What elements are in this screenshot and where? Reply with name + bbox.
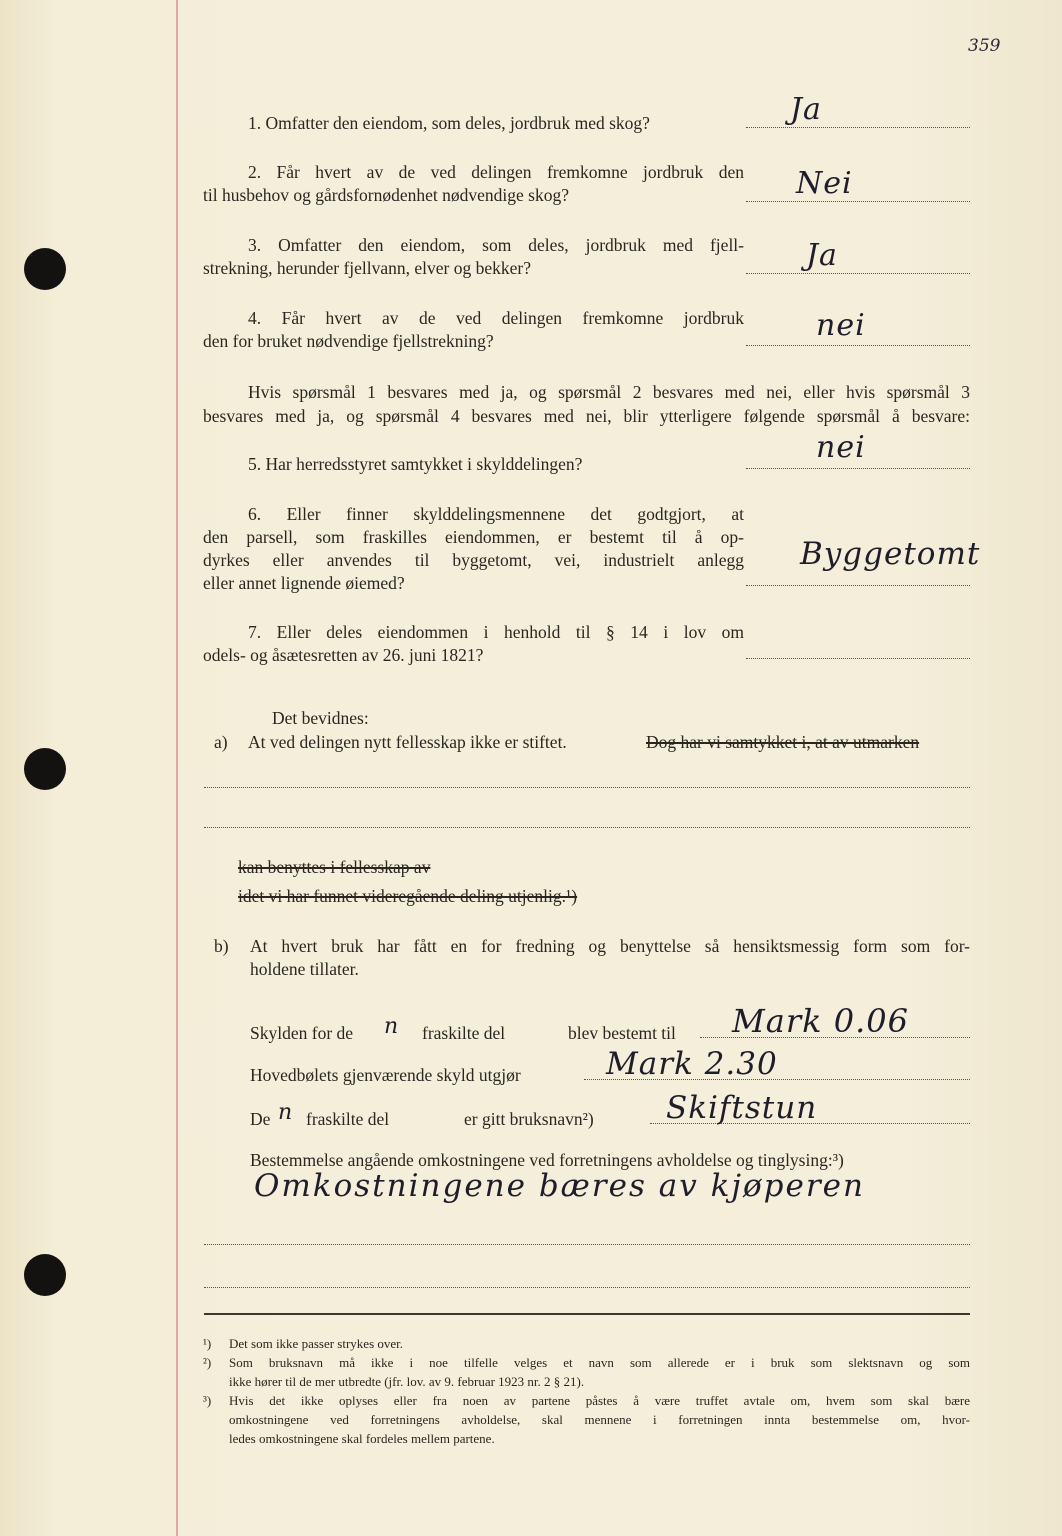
struck-line-2: idet vi har funnet videregående deling utjenlig.¹) [238,886,578,906]
answer-4: nei [816,308,866,343]
skyld-fraskilte-del: fraskilte del [422,1023,506,1043]
footnote-3-line-2: omkostningene ved forretningens avholdelse, skal mennene i forretningen innta bestemmelse om, hvor- [229,1412,970,1427]
question-4-line-1: 4. Får hvert av de ved delingen fremkomne jordbruk [248,308,744,328]
answer-line [746,345,970,346]
bruksnavn-label: er gitt bruksnavn²) [464,1109,594,1129]
answer-line [746,468,970,469]
question-6-line-4: eller annet lignende øiemed? [203,573,405,593]
binder-hole [24,748,66,790]
skyld-bestemt-label: blev bestemt til [568,1023,676,1043]
certify-b-line-2: holdene tillater. [250,959,359,979]
certify-b-label: b) [214,936,229,956]
skyld-value: Mark 0.06 [732,1002,909,1040]
footnote-2-line-2: ikke hører til de mer utbredte (jfr. lov. av 9. februar 1923 nr. 2 § 21). [229,1374,585,1389]
question-3-line-1: 3. Omfatter den eiendom, som deles, jordbruk med fjell- [248,235,744,255]
bruksnavn-handwritten-n: n [278,1100,294,1125]
footnote-1-line-1: Det som ikke passer strykes over. [229,1336,404,1351]
answer-3: Ja [806,238,838,273]
question-2-line-2: til husbehov og gårdsfornødenhet nødvendige skog? [203,185,569,205]
hovedbol-label: Hovedbølets gjenværende skyld utgjør [250,1065,521,1085]
question-7-line-2: odels- og åsætesretten av 26. juni 1821? [203,645,484,665]
footnote-1-mark: ¹) [203,1336,212,1351]
blank-line [204,1287,970,1288]
question-6-line-2: den parsell, som fraskilles eiendommen, er bestemt til å op- [203,527,744,547]
answer-line [746,273,970,274]
footnote-2-mark: ²) [203,1355,212,1370]
blank-line [204,827,970,828]
certify-a-struck-text: Dog har vi samtykket i, at av utmarken [646,732,920,752]
bruksnavn-label-de: De [250,1109,271,1129]
footnote-3-line-3: ledes omkostningene skal fordeles mellem partene. [229,1431,495,1446]
blank-line [204,787,970,788]
certify-a-text: At ved delingen nytt fellesskap ikke er stiftet. [248,732,567,752]
answer-6: Byggetomt [800,536,981,572]
answer-line [746,585,970,586]
footnote-divider [204,1313,970,1315]
question-2-line-1: 2. Får hvert av de ved delingen fremkomne jordbruk den [248,162,744,182]
hovedbol-value: Mark 2.30 [606,1046,778,1082]
skyld-handwritten-n: n [384,1014,400,1039]
condition-line-2: besvares med ja, og spørsmål 4 besvares med nei, blir ytterligere følgende spørsmål å besvare: [203,406,970,426]
question-7-line-1: 7. Eller deles eiendommen i henhold til § 14 i lov om [248,622,744,642]
page-number: 359 [968,36,1001,56]
blank-line [204,1244,970,1245]
binder-hole [24,248,66,290]
question-1-text: 1. Omfatter den eiendom, som deles, jordbruk med skog? [248,113,650,133]
margin-line [176,0,178,1536]
bruksnavn-value: Skiftstun [666,1090,818,1126]
bestemmelse-label: Bestemmelse angående omkostningene ved forretningens avholdelse og tinglysing:³) [250,1150,844,1170]
bestemmelse-value: Omkostningene bæres av kjøperen [254,1168,865,1204]
question-4-line-2: den for bruket nødvendige fjellstrekning? [203,331,494,351]
question-3-line-2: strekning, herunder fjellvann, elver og bekker? [203,258,531,278]
condition-line-1: Hvis spørsmål 1 besvares med ja, og spørsmål 2 besvares med nei, eller hvis spørsmål 3 [248,382,970,402]
footnote-3-line-1: Hvis det ikke oplyses eller fra noen av partene påstes å være truffet avtale om, hvem som skal bære [229,1393,970,1408]
answer-line [746,127,970,128]
question-5-text: 5. Har herredsstyret samtykket i skylddelingen? [248,454,583,474]
binder-hole [24,1254,66,1296]
struck-line-1: kan benyttes i fellesskap av [238,857,431,877]
footnote-2-line-1: Som bruksnavn må ikke i noe tilfelle velges et navn som allerede er i bruk som slektsnavn og som [229,1355,970,1370]
answer-line [746,201,970,202]
certify-heading: Det bevidnes: [272,708,369,728]
footnote-3-mark: ³) [203,1393,212,1408]
answer-2: Nei [796,166,853,201]
bruksnavn-fraskilte-del: fraskilte del [306,1109,390,1129]
certify-a-label: a) [214,732,228,752]
question-6-line-1: 6. Eller finner skylddelingsmennene det godtgjort, at [248,504,744,524]
answer-1: Ja [790,92,822,127]
answer-line [746,658,970,659]
certify-b-line-1: At hvert bruk har fått en for fredning og benyttelse så hensiktsmessig form som for- [250,936,970,956]
answer-5: nei [816,430,866,465]
skyld-label: Skylden for de [250,1023,354,1043]
question-6-line-3: dyrkes eller anvendes til byggetomt, vei, industrielt anlegg [203,550,744,570]
